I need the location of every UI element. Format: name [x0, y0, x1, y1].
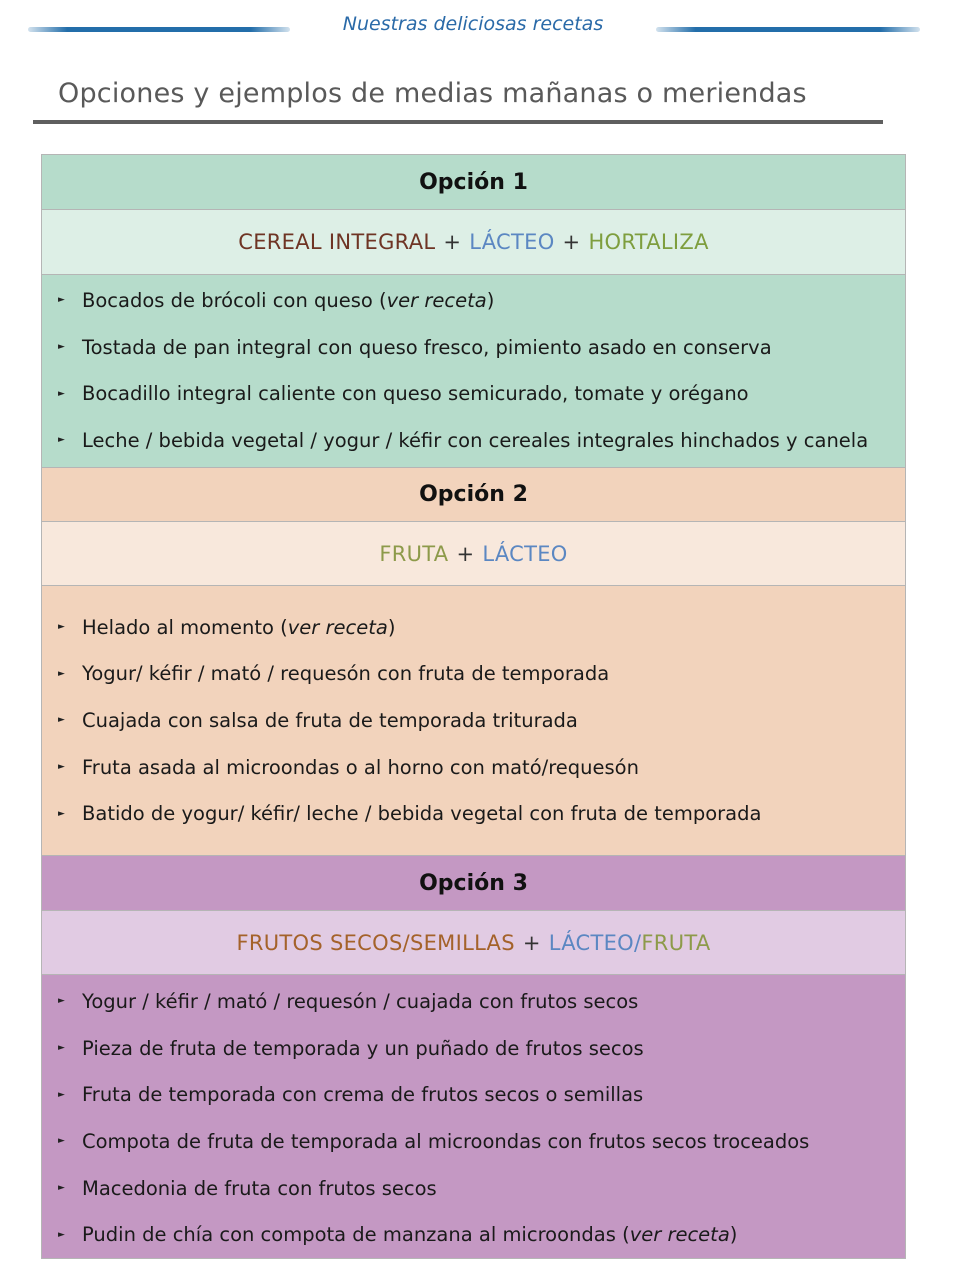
- list-item: ► Macedonia de fruta con frutos secos: [58, 1176, 437, 1200]
- option-2-title: Opción 2: [42, 467, 905, 521]
- option-2-formula: [42, 521, 905, 585]
- list-item: ► Bocadillo integral caliente con queso semicurado, tomate y orégano: [58, 382, 749, 406]
- list-item: ► Bocados de brócoli con queso ( ver receta ): [58, 288, 495, 312]
- option-2-list: [42, 585, 905, 855]
- bullet-icon: ►: [58, 388, 65, 399]
- list-item: ► Fruta de temporada con crema de frutos secos o semillas: [58, 1083, 644, 1107]
- option-1-formula: [42, 209, 905, 274]
- bullet-icon: ►: [58, 715, 65, 726]
- option-3-formula: [42, 910, 905, 974]
- header-title: Nuestras deliciosas recetas: [342, 13, 604, 35]
- bullet-icon: ►: [58, 668, 65, 679]
- list-item: ► Compota de fruta de temporada al microondas con frutos secos troceados: [58, 1129, 810, 1153]
- formula-lacteo: LÁCTEO: [469, 230, 555, 254]
- formula-plus: +: [443, 230, 462, 254]
- bullet-icon: ►: [58, 1089, 65, 1100]
- recipe-link[interactable]: ver receta: [386, 288, 487, 312]
- bullet-icon: ►: [58, 435, 65, 446]
- bullet-icon: ►: [58, 342, 65, 353]
- formula-fruta: FRUTA: [379, 541, 449, 566]
- bullet-icon: ►: [58, 1183, 65, 1194]
- page-title: Opciones y ejemplos de medias mañanas o meriendas: [58, 78, 807, 109]
- option-3-list: [42, 974, 905, 1258]
- formula-plus: +: [456, 541, 475, 566]
- formula-lacteo: LÁCTEO: [482, 541, 568, 566]
- list-item: ► Helado al momento ( ver receta ): [58, 615, 396, 639]
- recipe-link[interactable]: ver receta: [629, 1223, 730, 1247]
- list-item: ► Pieza de fruta de temporada y un puñado de frutos secos: [58, 1036, 644, 1060]
- list-item: ► Cuajada con salsa de fruta de temporada triturada: [58, 708, 578, 732]
- list-item: ► Yogur / kéfir / mató / requesón / cuajada con frutos secos: [58, 989, 639, 1013]
- list-item: ► Leche / bebida vegetal / yogur / kéfir con cereales integrales hinchados y canela: [58, 428, 869, 452]
- list-item: ► Batido de yogur/ kéfir/ leche / bebida vegetal con fruta de temporada: [58, 802, 762, 826]
- options-table: [41, 154, 906, 1259]
- formula-plus: +: [522, 930, 541, 955]
- formula-slash: /: [634, 930, 642, 955]
- option-1-list: [42, 274, 905, 467]
- list-item: ► Tostada de pan integral con queso fresco, pimiento asado en conserva: [58, 335, 772, 359]
- bullet-icon: ►: [58, 1136, 65, 1147]
- option-1-section: [42, 154, 905, 467]
- title-underline: [33, 120, 883, 124]
- formula-cereal: CEREAL INTEGRAL: [238, 230, 436, 254]
- formula-frutos-secos: FRUTOS SECOS/SEMILLAS: [236, 930, 515, 955]
- bullet-icon: ►: [58, 295, 65, 306]
- bullet-icon: ►: [58, 1229, 65, 1240]
- option-1-title: Opción 1: [42, 154, 905, 209]
- header-brush-stroke-right: [656, 27, 920, 32]
- list-item: ► Fruta asada al microondas o al horno con mató/requesón: [58, 755, 639, 779]
- list-item: ► Pudin de chía con compota de manzana al microondas ( ver receta ): [58, 1223, 738, 1247]
- option-2-section: [42, 467, 905, 855]
- bullet-icon: ►: [58, 622, 65, 633]
- formula-plus: +: [562, 230, 581, 254]
- bullet-icon: ►: [58, 762, 65, 773]
- formula-hortaliza: HORTALIZA: [588, 230, 709, 254]
- bullet-icon: ►: [58, 808, 65, 819]
- option-3-section: [42, 855, 905, 1258]
- list-item: ► Yogur/ kéfir / mató / requesón con fruta de temporada: [58, 662, 610, 686]
- formula-lacteo: LÁCTEO: [548, 930, 635, 955]
- option-3-title: Opción 3: [42, 855, 905, 910]
- bullet-icon: ►: [58, 996, 65, 1007]
- bullet-icon: ►: [58, 1043, 65, 1054]
- formula-fruta: FRUTA: [641, 930, 711, 955]
- recipe-link[interactable]: ver receta: [287, 615, 388, 639]
